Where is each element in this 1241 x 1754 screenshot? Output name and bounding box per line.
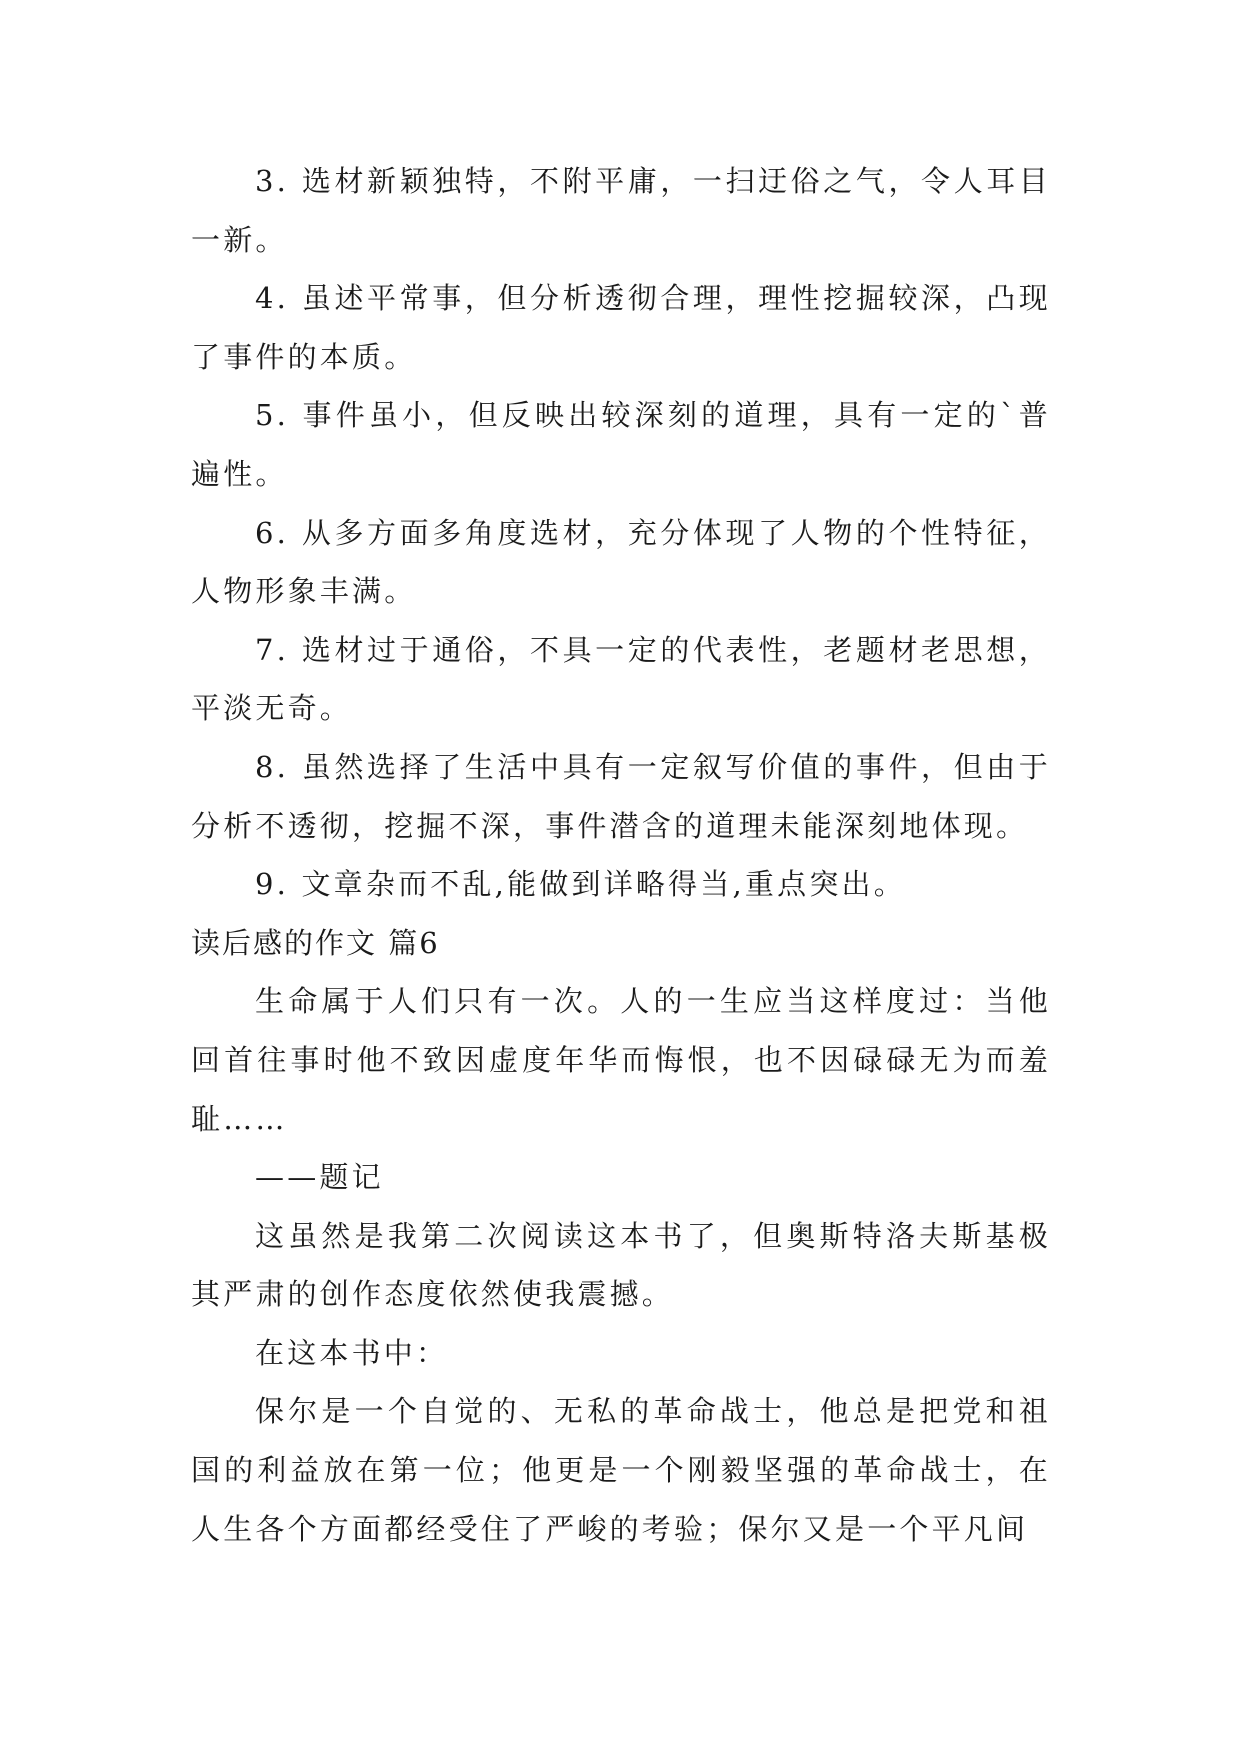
- list-item: 7. 选材过于通俗，不具一定的代表性，老题材老思想，平淡无奇。: [191, 632, 1051, 726]
- list-item: 9. 文章杂而不乱,能做到详略得当,重点突出。: [255, 867, 906, 902]
- list-item: 8. 虽然选择了生活中具有一定叙写价值的事件，但由于分析不透彻，挖掘不深，事件潜含的道理未能深刻地体现。: [191, 749, 1051, 843]
- list-item: 6. 从多方面多角度选材，充分体现了人物的个性特征，人物形象丰满。: [191, 515, 1051, 609]
- list-item: 4. 虽述平常事，但分析透彻合理，理性挖掘较深，凸现了事件的本质。: [191, 281, 1051, 374]
- essay-paragraph: 在这本书中：: [255, 1335, 449, 1370]
- list-item: 3. 选材新颖独特，不附平庸，一扫迂俗之气，令人耳目一新。: [191, 164, 1051, 257]
- list-item: 5. 事件虽小，但反映出较深刻的道理，具有一定的`普遍性。: [191, 398, 1051, 491]
- epigraph-attribution: ——题记: [255, 1160, 384, 1195]
- document-body: [191, 152, 1051, 1558]
- section-heading: 读后感的作文 篇6: [191, 925, 440, 960]
- essay-paragraph: 保尔是一个自觉的、无私的革命战士，他总是把党和祖国的利益放在第一位；他更是一个刚毅坚强的革命战士，在人生各个方面都经受住了严峻的考验；保尔又是一个平凡间: [191, 1394, 1051, 1546]
- essay-paragraph: 生命属于人们只有一次。人的一生应当这样度过：当他回首往事时他不致因虚度年华而悔恨，也不因碌碌无为而羞耻……: [191, 984, 1051, 1136]
- essay-paragraph: 这虽然是我第二次阅读这本书了，但奥斯特洛夫斯基极其严肃的创作态度依然使我震撼。: [191, 1218, 1051, 1312]
